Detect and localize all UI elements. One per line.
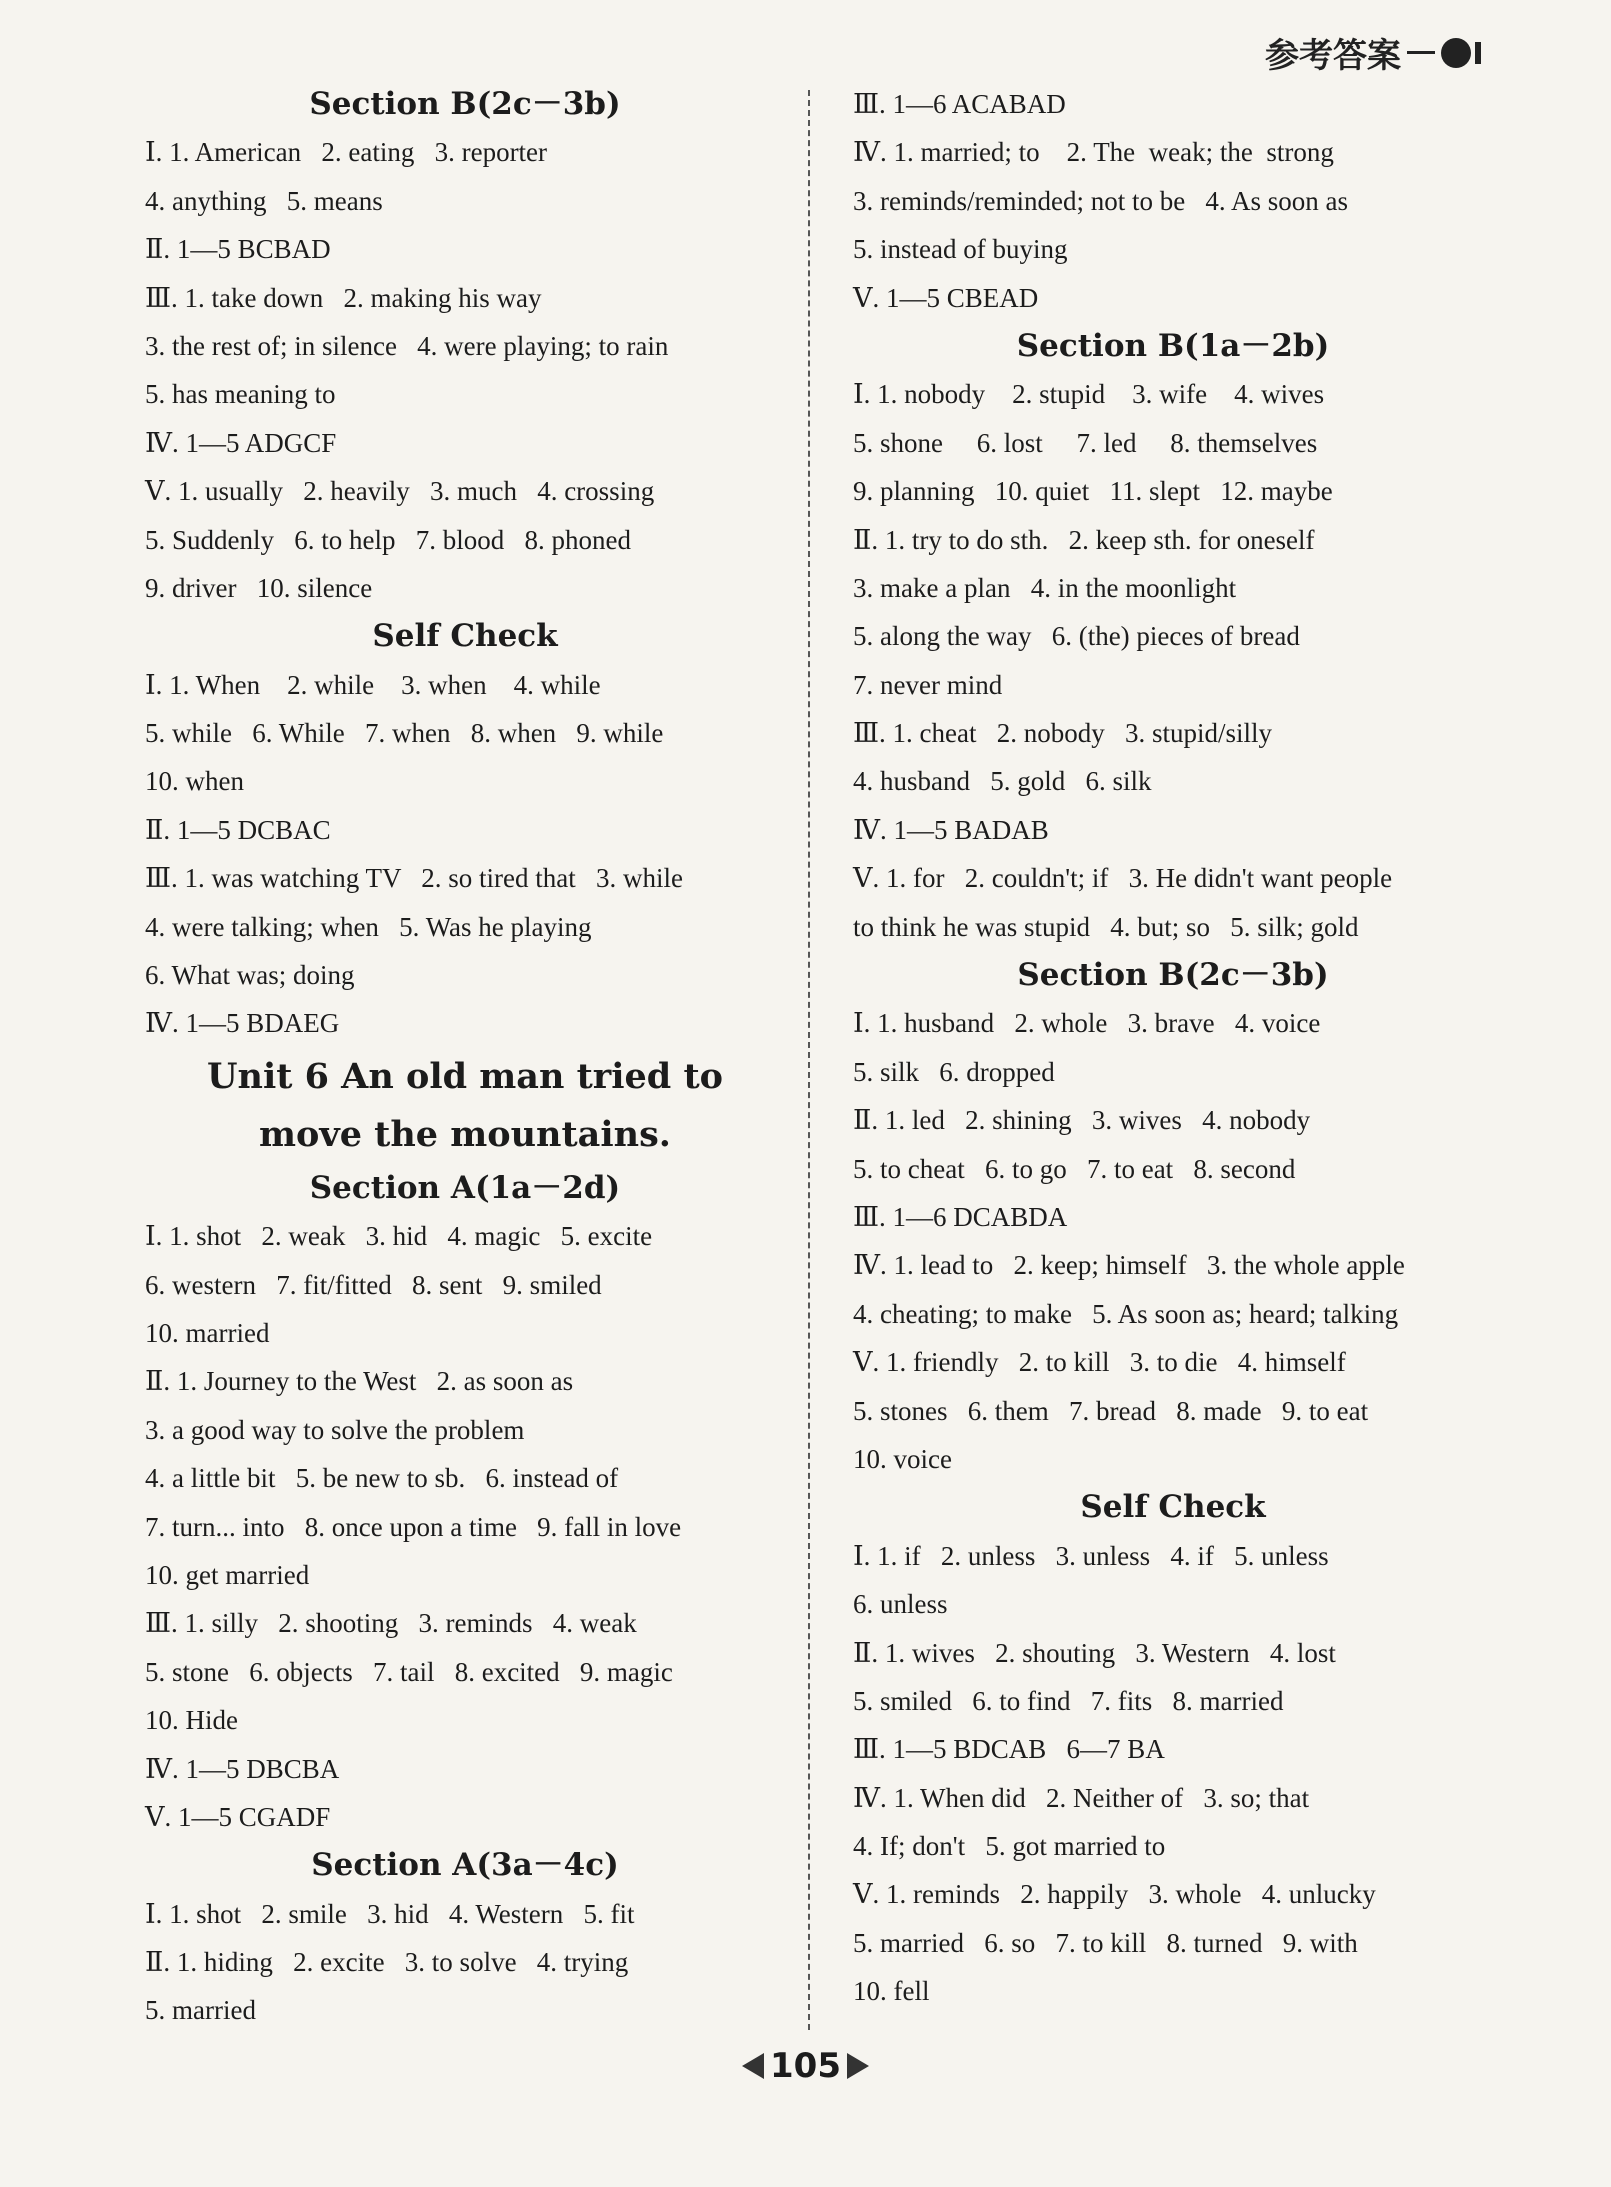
unit-title: Unit 6 An old man tried to: [207, 1055, 723, 1097]
answer-line: Ⅲ. 1—6 ACABAD: [853, 89, 1066, 119]
left-column: [145, 80, 785, 2035]
answer-line: Ⅴ. 1. reminds 2. happily 3. whole 4. unlucky: [853, 1879, 1376, 1910]
answer-line: Ⅱ. 1—5 DCBAC: [145, 814, 331, 845]
answer-line: 5. stone 6. objects 7. tail 8. excited 9. magic: [145, 1656, 673, 1687]
answer-line: 10. get married: [145, 1559, 310, 1590]
answer-line: Ⅱ. 1. led 2. shining 3. wives 4. nobody: [853, 1105, 1311, 1136]
answer-line: 5. while 6. While 7. when 8. when 9. while: [145, 718, 664, 749]
answer-line: 6. unless: [853, 1589, 948, 1620]
answer-line: Ⅱ. 1—5 BCBAD: [145, 234, 331, 265]
answer-line: Ⅳ. 1—5 DBCBA: [145, 1753, 340, 1784]
answer-line: 4. cheating; to make 5. As soon as; heard; talking: [853, 1298, 1399, 1329]
answer-line: 5. instead of buying: [853, 234, 1068, 265]
answer-line: Ⅱ. 1. wives 2. shouting 3. Western 4. lost: [853, 1637, 1336, 1668]
answer-line: 4. a little bit 5. be new to sb. 6. instead of: [145, 1463, 619, 1494]
answer-line: 5. shone 6. lost 7. led 8. themselves: [853, 427, 1318, 458]
answer-line: 3. a good way to solve the problem: [145, 1414, 525, 1445]
answer-line: Ⅲ. 1—5 BDCAB 6—7 BA: [853, 1734, 1165, 1765]
answer-line: 9. planning 10. quiet 11. slept 12. maybe: [853, 476, 1333, 507]
answer-line: 5. married: [145, 1995, 256, 2026]
answer-line: 5. has meaning to: [145, 379, 336, 410]
section-heading: Section A(3a－4c): [311, 1847, 619, 1884]
answer-line: 10. married: [145, 1317, 270, 1348]
answer-line: Ⅳ. 1. When did 2. Neither of 3. so; that: [853, 1782, 1310, 1813]
answer-line: Ⅳ. 1—5 ADGCF: [145, 427, 337, 458]
answer-line: Ⅲ. 1. silly 2. shooting 3. reminds 4. weak: [145, 1608, 637, 1639]
answer-line: Ⅰ. 1. When 2. while 3. when 4. while: [145, 669, 601, 700]
answer-line: 5. stones 6. them 7. bread 8. made 9. to eat: [853, 1395, 1369, 1426]
answer-line: Ⅴ. 1. for 2. couldn't; if 3. He didn't want people: [853, 863, 1393, 894]
answer-line: Ⅳ. 1—5 BDAEG: [145, 1008, 340, 1039]
answer-line: Ⅳ. 1—5 BADAB: [853, 814, 1049, 845]
answer-line: Ⅰ. 1. husband 2. whole 3. brave 4. voice: [853, 1008, 1321, 1039]
answer-line: Ⅴ. 1—5 CGADF: [145, 1801, 331, 1832]
answer-line: 10. Hide: [145, 1705, 238, 1736]
answer-line: 4. husband 5. gold 6. silk: [853, 766, 1152, 797]
section-heading: Section A(1a－2d): [309, 1169, 621, 1206]
answer-line: 4. were talking; when 5. Was he playing: [145, 911, 592, 942]
answer-line: Ⅱ. 1. hiding 2. excite 3. to solve 4. trying: [145, 1947, 629, 1978]
answer-line: Ⅰ. 1. if 2. unless 3. unless 4. if 5. unless: [853, 1540, 1329, 1571]
answer-line: to think he was stupid 4. but; so 5. silk; gold: [853, 911, 1359, 942]
answer-line: Ⅰ. 1. nobody 2. stupid 3. wife 4. wives: [853, 379, 1325, 410]
answer-line: 5. to cheat 6. to go 7. to eat 8. second: [853, 1153, 1296, 1184]
answer-line: Ⅴ. 1. friendly 2. to kill 3. to die 4. himself: [853, 1347, 1346, 1378]
answer-line: Ⅳ. 1. married; to 2. The weak; the strong: [853, 137, 1334, 168]
section-heading: Section B(2c－3b): [1017, 957, 1329, 994]
column-divider: [808, 90, 810, 2030]
section-heading: Section B(2c－3b): [309, 86, 621, 122]
section-heading: Section B(1a－2b): [1016, 327, 1330, 364]
header-title: 参考答案: [1265, 36, 1401, 76]
answer-line: Ⅰ. 1. shot 2. weak 3. hid 4. magic 5. excite: [145, 1221, 653, 1252]
answer-line: 3. make a plan 4. in the moonlight: [853, 572, 1237, 603]
answer-line: 6. western 7. fit/fitted 8. sent 9. smiled: [145, 1269, 602, 1300]
answer-line: 5. smiled 6. to find 7. fits 8. married: [853, 1685, 1284, 1716]
right-arrow-icon: [847, 2053, 869, 2079]
answer-line: 5. along the way 6. (the) pieces of bread: [853, 621, 1300, 652]
answer-line: 7. turn... into 8. once upon a time 9. fall in love: [145, 1511, 682, 1542]
header-logo-icon: [1441, 38, 1471, 68]
answer-line: 3. reminds/reminded; not to be 4. As soon as: [853, 185, 1348, 216]
section-heading: Self Check: [1080, 1489, 1266, 1526]
page-number: 105: [770, 2046, 841, 2086]
unit-title: move the mountains.: [259, 1113, 671, 1155]
answer-line: Ⅲ. 1. take down 2. making his way: [145, 282, 542, 313]
answer-line: 7. never mind: [853, 669, 1003, 700]
answer-line: 3. the rest of; in silence 4. were playing; to rain: [145, 330, 669, 361]
answer-line: Ⅲ. 1. cheat 2. nobody 3. stupid/silly: [853, 718, 1273, 749]
page-header: [1265, 28, 1471, 77]
answer-line: Ⅱ. 1. try to do sth. 2. keep sth. for oneself: [853, 524, 1315, 555]
answer-line: Ⅱ. 1. Journey to the West 2. as soon as: [145, 1366, 574, 1397]
answer-line: Ⅴ. 1—5 CBEAD: [853, 282, 1039, 313]
answer-line: 10. voice: [853, 1443, 952, 1474]
answer-line: 10. fell: [853, 1976, 930, 2007]
answer-line: Ⅳ. 1. lead to 2. keep; himself 3. the whole apple: [853, 1250, 1405, 1281]
answer-line: 9. driver 10. silence: [145, 572, 373, 603]
section-heading: Self Check: [372, 618, 558, 655]
answer-line: 4. anything 5. means: [145, 185, 383, 216]
header-dash: [1407, 51, 1435, 54]
answer-line: 5. Suddenly 6. to help 7. blood 8. phoned: [145, 524, 631, 555]
answer-line: Ⅰ. 1. shot 2. smile 3. hid 4. Western 5. fit: [145, 1898, 635, 1929]
answer-line: 6. What was; doing: [145, 960, 355, 991]
answer-line: Ⅲ. 1. was watching TV 2. so tired that 3. while: [145, 863, 683, 894]
right-column: [853, 80, 1493, 2016]
answer-line: Ⅴ. 1. usually 2. heavily 3. much 4. crossing: [145, 476, 655, 507]
answer-line: 5. married 6. so 7. to kill 8. turned 9. with: [853, 1927, 1358, 1958]
left-arrow-icon: [742, 2053, 764, 2079]
answer-line: Ⅲ. 1—6 DCABDA: [853, 1201, 1068, 1232]
answer-line: 5. silk 6. dropped: [853, 1056, 1055, 1087]
page-footer: [0, 2046, 1611, 2086]
answer-line: 4. If; don't 5. got married to: [853, 1831, 1166, 1862]
answer-line: 10. when: [145, 766, 244, 797]
answer-line: Ⅰ. 1. American 2. eating 3. reporter: [145, 137, 548, 168]
